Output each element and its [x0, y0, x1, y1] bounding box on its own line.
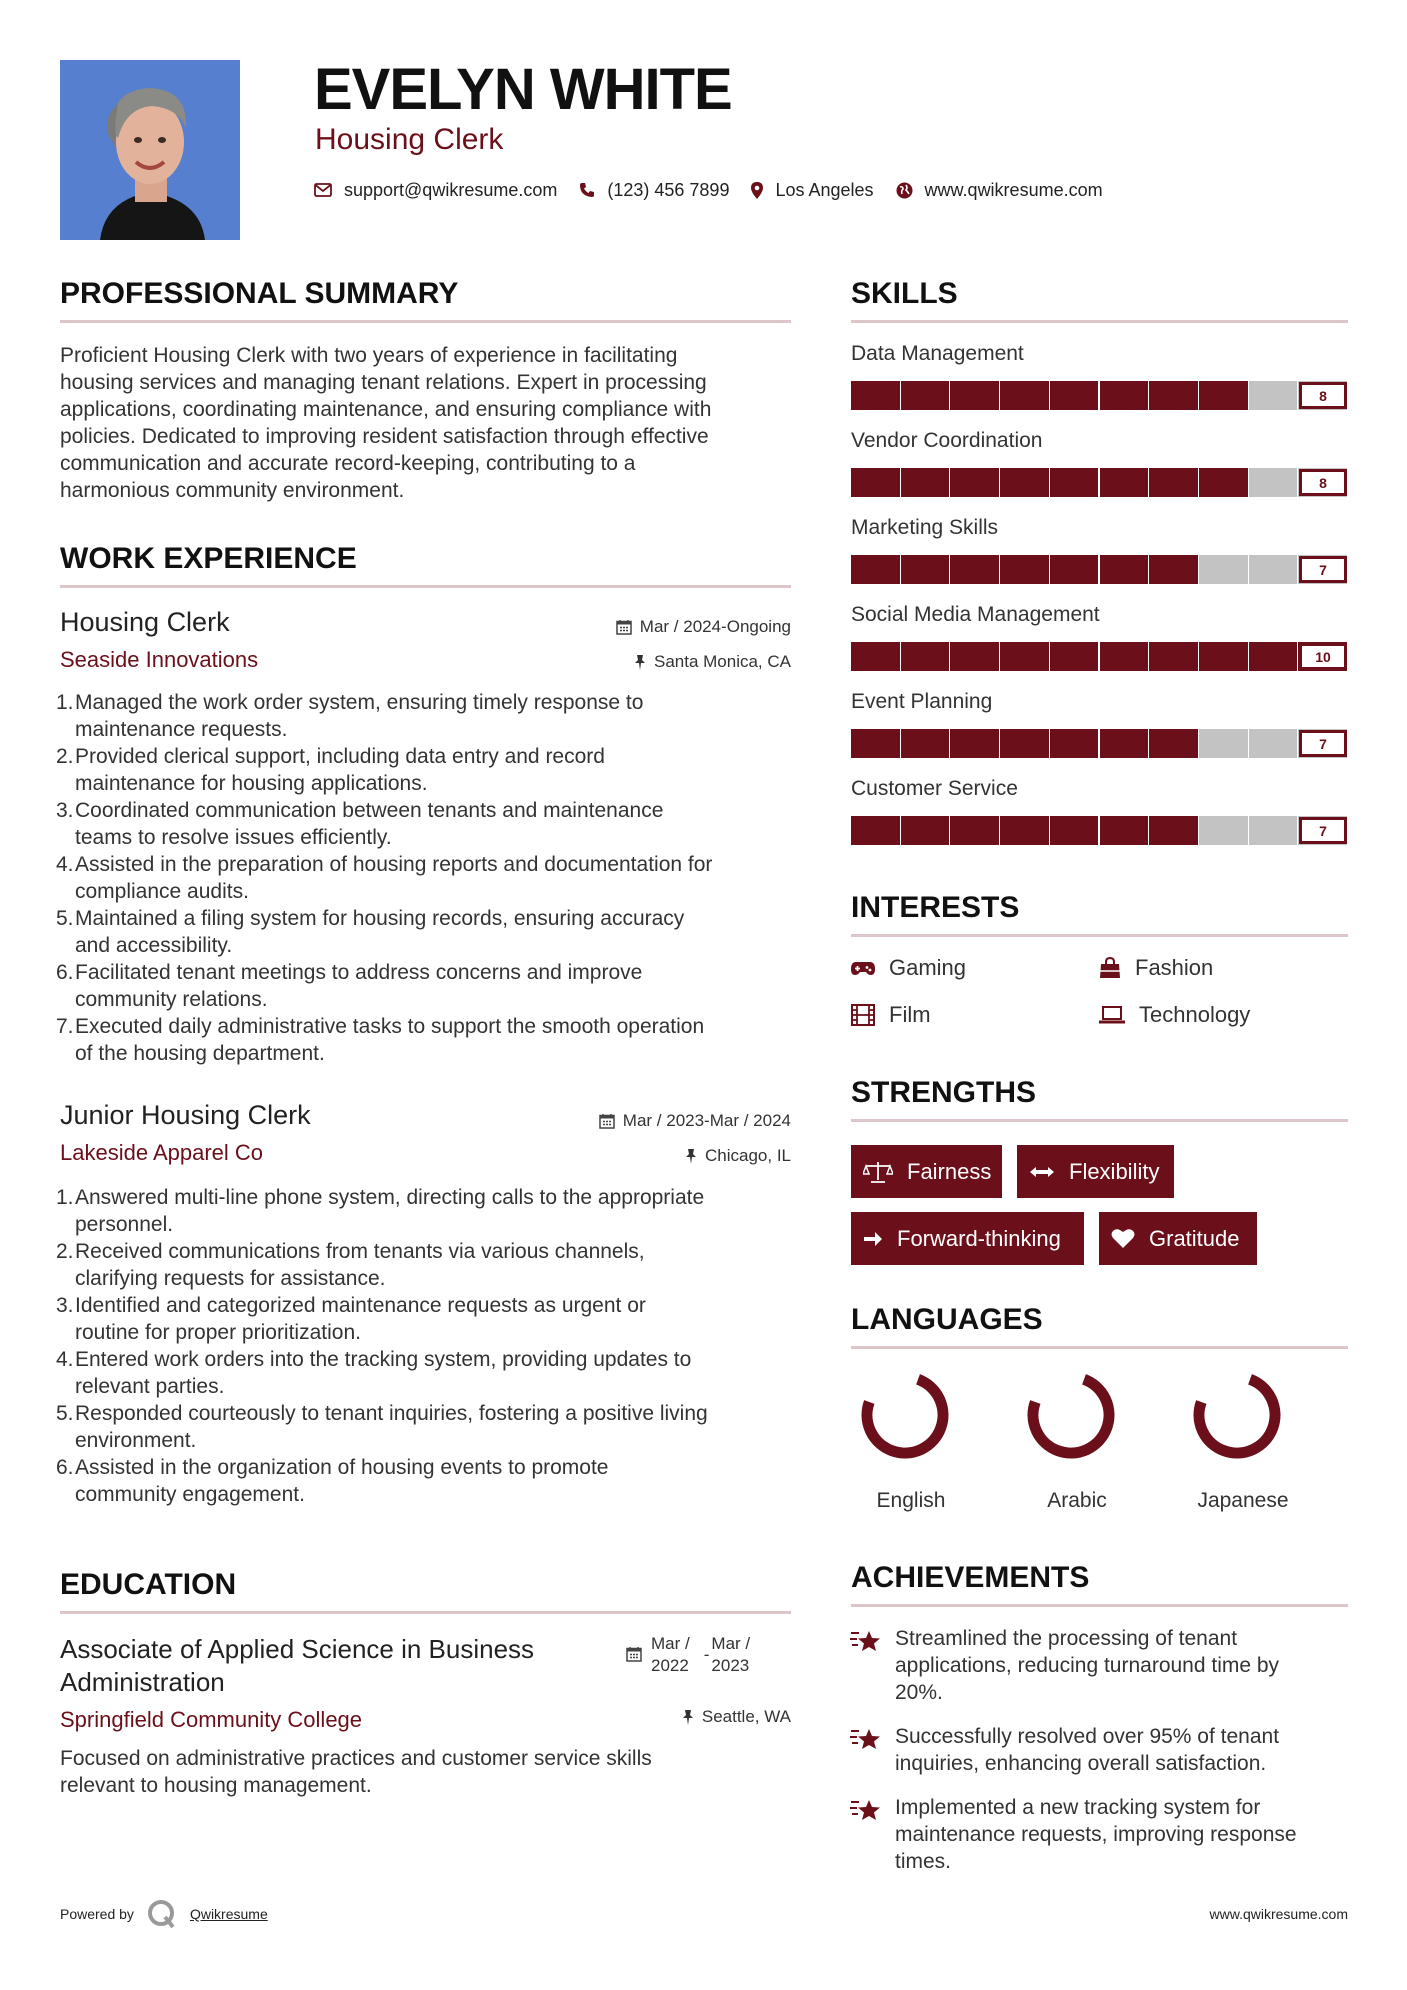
- job-title: Junior Housing Clerk: [60, 1100, 311, 1130]
- skill-segment-filled: [851, 642, 900, 671]
- heart-icon: [1111, 1228, 1135, 1249]
- skill-segment-filled: [851, 555, 900, 584]
- skill-level-value: 7: [1299, 817, 1347, 844]
- skill-segment-filled: [1050, 642, 1099, 671]
- skill-segment-empty: [1199, 555, 1248, 584]
- job-dates-text: Mar / 2024-Ongoing: [639, 617, 791, 636]
- skill-segment-filled: [851, 816, 900, 845]
- job-location-text: Chicago, IL: [705, 1146, 791, 1165]
- laptop-icon: [1099, 1006, 1125, 1024]
- job-dates: [616, 616, 791, 638]
- strength-badge-fairness: [851, 1145, 1002, 1198]
- languages-rule: [851, 1346, 1348, 1349]
- contact-phone[interactable]: [579, 178, 729, 202]
- education-description: Focused on administrative practices and customer service skills relevant to housing management.: [60, 1747, 652, 1797]
- date-separator: -: [703, 1645, 710, 1664]
- job-bullets: [56, 1184, 796, 1508]
- skill-segment-filled: [1199, 468, 1248, 497]
- skill-segment-filled: [1100, 555, 1149, 584]
- footer-powered-by: [60, 1898, 268, 1930]
- skill-level-value: 8: [1299, 469, 1347, 496]
- candidate-name: EVELYN WHITE: [314, 57, 732, 122]
- list-item: 2. Provided clerical support, including data entry and record maintenance for housing applications.: [56, 745, 605, 795]
- skill-name: Vendor Coordination: [851, 429, 1043, 452]
- skills-heading: SKILLS: [851, 277, 958, 310]
- skill-segment-filled: [950, 729, 999, 758]
- contact-bar: [314, 178, 1125, 202]
- skill-segment-filled: [851, 468, 900, 497]
- skill-segment-filled: [950, 468, 999, 497]
- language-rings: [851, 1360, 1348, 1470]
- film-icon: [851, 1004, 875, 1026]
- interest-label: Film: [889, 1002, 931, 1027]
- pin-icon: [682, 1709, 694, 1725]
- arrow-right-icon: [863, 1230, 883, 1248]
- interest-label: Gaming: [889, 955, 967, 980]
- skill-segment-filled: [1000, 555, 1049, 584]
- summary-line: harmonious community environment.: [60, 479, 405, 502]
- degree-title: [60, 1633, 534, 1699]
- language-name: Arabic: [1047, 1489, 1107, 1512]
- strength-label: Flexibility: [1069, 1158, 1160, 1184]
- skill-segment-filled: [1000, 468, 1049, 497]
- skill-segment-filled: [1050, 468, 1099, 497]
- list-item: 5. Responded courteously to tenant inquiries, fostering a positive living environment.: [56, 1402, 708, 1452]
- pin-icon: [685, 1148, 697, 1164]
- skill-bar: [851, 729, 1348, 758]
- skill-segment-filled: [1149, 642, 1198, 671]
- education-location-text: Seattle, WA: [701, 1707, 791, 1726]
- languages-heading: LANGUAGES: [851, 1303, 1043, 1336]
- skill-segment-filled: [1050, 816, 1099, 845]
- phone-icon: [579, 182, 595, 198]
- skill-segment-filled: [950, 381, 999, 410]
- skill-bar: [851, 468, 1348, 497]
- skill-segment-empty: [1199, 729, 1248, 758]
- job-dates-text: Mar / 2023-Mar / 2024: [622, 1111, 791, 1130]
- strength-badge-gratitude: [1099, 1212, 1257, 1265]
- interest-label: Technology: [1139, 1002, 1251, 1027]
- degree-line: Associate of Applied Science in Business: [60, 1634, 535, 1664]
- summary-rule: [60, 320, 791, 323]
- calendar-icon: [616, 619, 632, 635]
- list-item: 1. Answered multi-line phone system, directing calls to the appropriate personnel.: [56, 1186, 705, 1236]
- skill-level-value: 10: [1299, 643, 1347, 670]
- skill-segment-filled: [1199, 642, 1248, 671]
- skill-segment-filled: [901, 816, 950, 845]
- skill-segment-filled: [1149, 468, 1198, 497]
- portrait-image: [60, 60, 240, 240]
- skill-name: Marketing Skills: [851, 516, 999, 539]
- skill-name: Social Media Management: [851, 603, 1100, 626]
- skill-segment-filled: [901, 468, 950, 497]
- achievement-item: Implemented a new tracking system for maintenance requests, improving response times.: [895, 1796, 1297, 1873]
- skill-segment-filled: [901, 555, 950, 584]
- skill-level-value: 8: [1299, 382, 1347, 409]
- job-location-text: Santa Monica, CA: [653, 652, 791, 671]
- skill-segment-filled: [1100, 468, 1149, 497]
- skill-segment-empty: [1199, 816, 1248, 845]
- skill-name: Event Planning: [851, 690, 993, 713]
- job-location: [634, 651, 791, 673]
- interest-technology: [1099, 1001, 1250, 1029]
- contact-email[interactable]: [314, 178, 557, 202]
- language-proficiency-ring: [1033, 1379, 1109, 1453]
- profile-photo: [60, 60, 240, 240]
- start-date: Mar / 2022: [651, 1634, 690, 1675]
- map-marker-icon: [751, 182, 763, 199]
- arrows-horizontal-icon: [1029, 1166, 1055, 1178]
- balance-scale-icon: [863, 1161, 893, 1183]
- list-item: 7. Executed daily administrative tasks to support the smooth operation of the housing department.: [56, 1015, 705, 1065]
- list-item: 4. Entered work orders into the tracking system, providing updates to relevant parties.: [56, 1348, 692, 1398]
- summary-heading: PROFESSIONAL SUMMARY: [60, 277, 459, 310]
- skill-segment-filled: [1100, 381, 1149, 410]
- skill-segment-empty: [1249, 468, 1298, 497]
- email-text: support@qwikresume.com: [344, 180, 558, 200]
- achievements-heading: ACHIEVEMENTS: [851, 1561, 1090, 1594]
- experience-heading: WORK EXPERIENCE: [60, 542, 357, 575]
- contact-website[interactable]: [896, 178, 1103, 202]
- education-heading: EDUCATION: [60, 1568, 237, 1601]
- language-proficiency-ring: [867, 1379, 943, 1453]
- website-text: www.qwikresume.com: [924, 180, 1103, 200]
- summary-line: policies. Dedicated to improving resident satisfaction through effective: [60, 425, 709, 448]
- skill-segment-filled: [1149, 729, 1198, 758]
- skill-segment-filled: [1050, 381, 1099, 410]
- skill-segment-filled: [1249, 642, 1298, 671]
- job-location: [685, 1145, 791, 1167]
- skill-segment-filled: [1000, 816, 1049, 845]
- interest-gaming: [851, 954, 966, 982]
- school-name: Springfield Community College: [60, 1707, 363, 1732]
- qwikresume-logo-icon: [146, 1898, 178, 1930]
- job-company: Lakeside Apparel Co: [60, 1140, 264, 1165]
- skill-bar: [851, 555, 1348, 584]
- list-item: 6. Assisted in the organization of housing events to promote community engagement.: [56, 1456, 609, 1506]
- job-company: Seaside Innovations: [60, 647, 259, 672]
- skill-segment-empty: [1249, 555, 1298, 584]
- pin-icon: [634, 654, 646, 670]
- skill-bar: [851, 381, 1348, 410]
- skill-segment-filled: [1100, 642, 1149, 671]
- interest-label: Fashion: [1135, 955, 1214, 980]
- education-rule: [60, 1611, 791, 1614]
- list-item: 6. Facilitated tenant meetings to address concerns and improve community relations.: [56, 961, 643, 1011]
- end-date: Mar / 2023: [711, 1634, 751, 1675]
- envelope-icon: [314, 183, 332, 197]
- list-item: 4. Assisted in the preparation of housing reports and documentation for compliance audits.: [56, 853, 713, 903]
- education-dates: [626, 1633, 750, 1677]
- language-name: English: [876, 1489, 946, 1512]
- summary-line: housing services and managing tenant relations. Expert in processing: [60, 371, 707, 394]
- skill-segment-filled: [950, 555, 999, 584]
- achievements-rule: [851, 1604, 1348, 1607]
- skill-name: Data Management: [851, 342, 1024, 365]
- skill-segment-filled: [1050, 729, 1099, 758]
- summary-line: Proficient Housing Clerk with two years of experience in facilitating: [60, 344, 678, 367]
- list-item: 1. Managed the work order system, ensuring timely response to maintenance requests.: [56, 691, 644, 741]
- interest-film: [851, 1001, 931, 1029]
- skill-bar: [851, 816, 1348, 845]
- powered-by-label: Powered by: [60, 1906, 134, 1922]
- strengths-heading: STRENGTHS: [851, 1076, 1037, 1109]
- skill-segment-filled: [1050, 555, 1099, 584]
- list-item: 3. Coordinated communication between tenants and maintenance teams to resolve issues efficiently.: [56, 799, 664, 849]
- skill-segment-filled: [901, 729, 950, 758]
- interests-heading: INTERESTS: [851, 891, 1020, 924]
- skill-segment-filled: [901, 642, 950, 671]
- skill-segment-filled: [851, 381, 900, 410]
- star-icon: [850, 1629, 882, 1655]
- skill-segment-empty: [1249, 816, 1298, 845]
- summary-text: [60, 342, 800, 504]
- location-text: Los Angeles: [775, 180, 874, 200]
- skill-segment-filled: [901, 381, 950, 410]
- candidate-title: Housing Clerk: [315, 123, 504, 156]
- calendar-icon: [626, 1646, 642, 1662]
- star-icon: [850, 1798, 882, 1824]
- skill-segment-filled: [1000, 381, 1049, 410]
- strength-label: Gratitude: [1149, 1225, 1240, 1251]
- interests-rule: [851, 934, 1348, 937]
- footer-website[interactable]: www.qwikresume.com: [1209, 1906, 1348, 1922]
- skill-name: Customer Service: [851, 777, 1018, 800]
- education-location: [682, 1706, 791, 1728]
- job-bullets: [56, 689, 796, 1067]
- achievement-item: Successfully resolved over 95% of tenant inquiries, enhancing overall satisfaction.: [895, 1725, 1280, 1775]
- star-icon: [850, 1727, 882, 1753]
- gamepad-icon: [851, 960, 875, 976]
- skill-segment-filled: [1199, 381, 1248, 410]
- skill-segment-filled: [950, 816, 999, 845]
- contact-location: [751, 178, 873, 202]
- skill-segment-filled: [1100, 816, 1149, 845]
- summary-line: applications, coordinating maintenance, and ensuring compliance with: [60, 398, 712, 421]
- skill-segment-filled: [1100, 729, 1149, 758]
- list-item: 5. Maintained a filing system for housing records, ensuring accuracy and accessibility.: [56, 907, 685, 957]
- language-name: Japanese: [1197, 1489, 1289, 1512]
- job-dates: [599, 1110, 791, 1132]
- interest-fashion: [1099, 954, 1213, 982]
- achievement-item: Streamlined the processing of tenant applications, reducing turnaround time by 20%.: [895, 1627, 1280, 1704]
- strength-badge-flexibility: [1017, 1145, 1174, 1198]
- list-item: 3. Identified and categorized maintenance requests as urgent or routine for proper prioritization.: [56, 1294, 646, 1344]
- skill-segment-filled: [851, 729, 900, 758]
- skill-segment-empty: [1249, 729, 1298, 758]
- calendar-icon: [599, 1113, 615, 1129]
- strength-label: Forward-thinking: [897, 1225, 1061, 1251]
- experience-rule: [60, 585, 791, 588]
- strength-badge-forward-thinking: [851, 1212, 1084, 1265]
- strength-label: Fairness: [907, 1158, 992, 1184]
- brand-link[interactable]: Qwikresume: [189, 1906, 268, 1922]
- skill-level-value: 7: [1299, 556, 1347, 583]
- skill-segment-empty: [1249, 381, 1298, 410]
- list-item: 2. Received communications from tenants via various channels, clarifying requests for assistance.: [56, 1240, 645, 1290]
- skill-segment-filled: [1149, 555, 1198, 584]
- language-proficiency-ring: [1199, 1379, 1275, 1453]
- skill-level-value: 7: [1299, 730, 1347, 757]
- skills-rule: [851, 320, 1348, 323]
- strengths-rule: [851, 1119, 1348, 1122]
- skill-bar: [851, 642, 1348, 671]
- shopping-bag-icon: [1099, 957, 1121, 979]
- summary-line: communication and accurate record-keeping, contributing to a: [60, 452, 636, 475]
- job-title: Housing Clerk: [60, 607, 230, 637]
- globe-icon: [896, 182, 913, 199]
- skill-segment-filled: [1000, 642, 1049, 671]
- skill-segment-filled: [950, 642, 999, 671]
- degree-line: Administration: [60, 1667, 225, 1697]
- skill-segment-filled: [1149, 816, 1198, 845]
- skill-segment-filled: [1149, 381, 1198, 410]
- phone-text: (123) 456 7899: [607, 180, 730, 200]
- skill-segment-filled: [1000, 729, 1049, 758]
